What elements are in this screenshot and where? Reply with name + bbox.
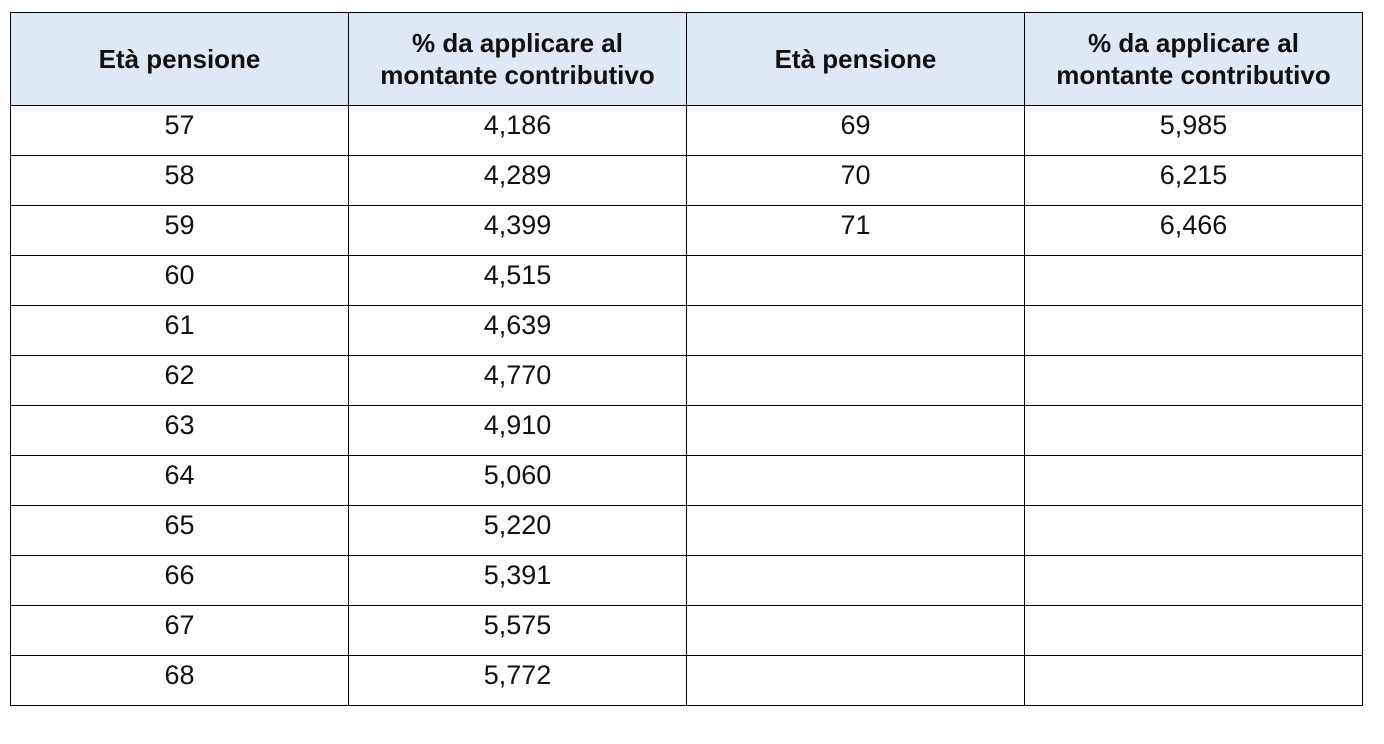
cell-percentuale-2 xyxy=(1025,256,1363,306)
cell-eta-2: 71 xyxy=(687,206,1025,256)
header-eta-pensione-1 xyxy=(11,13,349,106)
header-text: Età pensione xyxy=(774,44,937,74)
cell-percentuale-2 xyxy=(1025,356,1363,406)
cell-eta-1: 65 xyxy=(11,506,349,556)
cell-percentuale-2 xyxy=(1025,656,1363,706)
cell-percentuale-1: 5,772 xyxy=(349,656,687,706)
header-percentuale-2 xyxy=(1025,13,1363,106)
table-row xyxy=(11,456,1363,506)
cell-eta-2: 70 xyxy=(687,156,1025,206)
cell-percentuale-1: 5,391 xyxy=(349,556,687,606)
cell-eta-1: 59 xyxy=(11,206,349,256)
table-row xyxy=(11,156,1363,206)
header-percentuale-1 xyxy=(349,13,687,106)
cell-percentuale-1: 4,186 xyxy=(349,106,687,156)
cell-percentuale-2 xyxy=(1025,306,1363,356)
cell-eta-2 xyxy=(687,456,1025,506)
header-text-line-2: montante contributivo xyxy=(380,60,655,90)
table-body xyxy=(11,106,1363,706)
table-row xyxy=(11,356,1363,406)
header-text: Età pensione xyxy=(98,44,261,74)
table-row xyxy=(11,656,1363,706)
header-text-line-1: % da applicare al xyxy=(1088,28,1299,58)
cell-percentuale-1: 4,399 xyxy=(349,206,687,256)
cell-eta-1: 66 xyxy=(11,556,349,606)
cell-eta-1: 57 xyxy=(11,106,349,156)
cell-percentuale-1: 5,060 xyxy=(349,456,687,506)
cell-percentuale-2: 6,215 xyxy=(1025,156,1363,206)
cell-eta-1: 62 xyxy=(11,356,349,406)
cell-eta-2 xyxy=(687,256,1025,306)
cell-percentuale-2: 5,985 xyxy=(1025,106,1363,156)
cell-percentuale-2 xyxy=(1025,456,1363,506)
cell-percentuale-1: 5,575 xyxy=(349,606,687,656)
cell-percentuale-2 xyxy=(1025,406,1363,456)
cell-eta-2 xyxy=(687,506,1025,556)
cell-percentuale-1: 4,515 xyxy=(349,256,687,306)
header-row xyxy=(11,13,1363,106)
cell-eta-1: 63 xyxy=(11,406,349,456)
table-row xyxy=(11,306,1363,356)
cell-percentuale-1: 4,639 xyxy=(349,306,687,356)
cell-eta-2 xyxy=(687,556,1025,606)
table-row xyxy=(11,506,1363,556)
table-row xyxy=(11,256,1363,306)
table-row xyxy=(11,556,1363,606)
cell-eta-1: 61 xyxy=(11,306,349,356)
cell-eta-2 xyxy=(687,306,1025,356)
cell-eta-1: 67 xyxy=(11,606,349,656)
cell-eta-2 xyxy=(687,656,1025,706)
cell-percentuale-2 xyxy=(1025,556,1363,606)
coefficient-table xyxy=(10,12,1363,706)
cell-percentuale-1: 5,220 xyxy=(349,506,687,556)
table-row xyxy=(11,406,1363,456)
cell-eta-2: 69 xyxy=(687,106,1025,156)
table-row xyxy=(11,606,1363,656)
cell-percentuale-1: 4,289 xyxy=(349,156,687,206)
header-eta-pensione-2 xyxy=(687,13,1025,106)
cell-percentuale-2 xyxy=(1025,506,1363,556)
cell-eta-2 xyxy=(687,356,1025,406)
cell-percentuale-2 xyxy=(1025,606,1363,656)
cell-eta-1: 64 xyxy=(11,456,349,506)
cell-eta-1: 68 xyxy=(11,656,349,706)
cell-percentuale-1: 4,910 xyxy=(349,406,687,456)
cell-eta-2 xyxy=(687,406,1025,456)
cell-eta-1: 58 xyxy=(11,156,349,206)
table-row xyxy=(11,106,1363,156)
header-text-line-1: % da applicare al xyxy=(412,28,623,58)
cell-eta-2 xyxy=(687,606,1025,656)
cell-eta-1: 60 xyxy=(11,256,349,306)
header-text-line-2: montante contributivo xyxy=(1056,60,1331,90)
table-row xyxy=(11,206,1363,256)
cell-percentuale-2: 6,466 xyxy=(1025,206,1363,256)
cell-percentuale-1: 4,770 xyxy=(349,356,687,406)
